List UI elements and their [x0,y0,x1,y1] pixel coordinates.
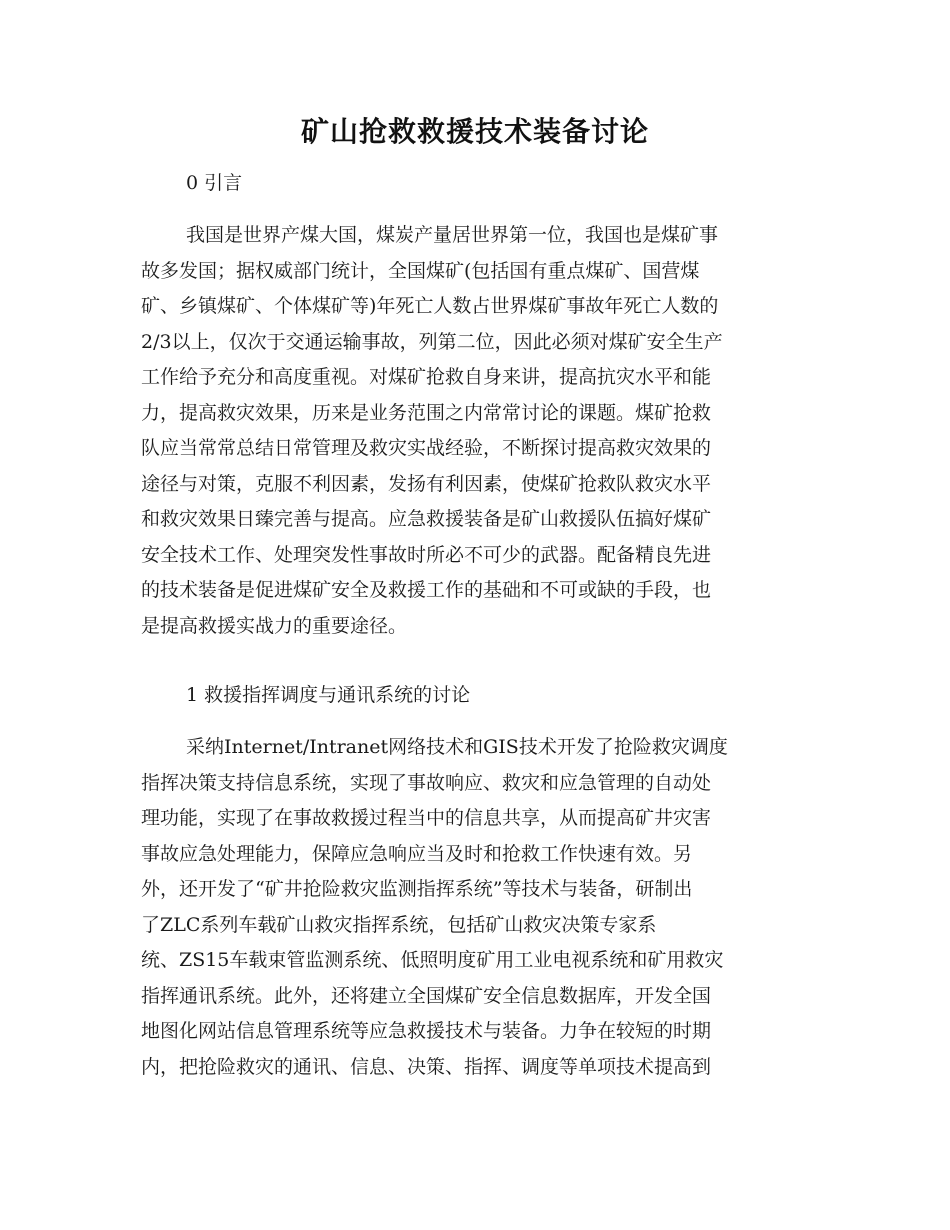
paragraph-line: 了ZLC系列车载矿山救灾指挥系统，包括矿山救灾决策专家系 [141,913,657,936]
paragraph-line: 安全技术工作、处理突发性事故时所必不可少的武器。配备精良先进 [141,543,712,566]
paragraph-introduction [141,218,811,644]
paragraph-line: 队应当常常总结日常管理及救灾实战经验，不断探讨提高救灾效果的 [141,437,712,459]
document-title: 矿山抢救救援技术装备讨论 [300,115,649,148]
paragraph-line: 的技术装备是促进煤矿安全及救援工作的基础和不可或缺的手段，也 [141,579,712,601]
paragraph-line: 理功能，实现了在事故救援过程当中的信息共享，从而提高矿井灾害 [141,807,712,829]
paragraph-line: 和救灾效果日臻完善与提高。应急救援装备是矿山救援队伍搞好煤矿 [141,508,712,530]
paragraph-line: 事故应急处理能力，保障应急响应当及时和抢救工作快速有效。另 [141,842,693,865]
paragraph-dispatch-communication [141,730,811,1085]
paragraph-line: 2/3以上，仅次于交通运输事故，列第二位，因此必须对煤矿安全生产 [141,330,723,353]
paragraph-line: 我国是世界产煤大国，煤炭产量居世界第一位，我国也是煤矿事 [186,224,719,246]
paragraph-line: 是提高救援实战力的重要途径。 [141,614,408,637]
paragraph-line: 采纳Internet/Intranet网络技术和GIS技术开发了抢险救灾调度 [186,736,728,758]
paragraph-line: 地图化网站信息管理系统等应急救援技术与装备。力争在较短的时期 [141,1020,712,1042]
section-heading-introduction: 0 引言 [186,172,243,194]
section-heading-dispatch-communication: 1 救援指挥调度与通讯系统的讨论 [186,684,471,706]
paragraph-line: 工作给予充分和高度重视。对煤矿抢救自身来讲，提高抗灾水平和能 [141,366,712,388]
paragraph-line: 外，还开发了“矿井抢险救灾监测指挥系统”等技术与装备，研制出 [141,878,693,900]
paragraph-line: 内，把抢险救灾的通讯、信息、决策、指挥、调度等单项技术提高到 [141,1055,712,1078]
paragraph-line: 故多发国；据权威部门统计，全国煤矿(包括国有重点煤矿、国营煤 [141,259,700,282]
paragraph-line: 统、ZS15车载束管监测系统、低照明度矿用工业电视系统和矿用救灾 [141,949,724,971]
paragraph-line: 指挥决策支持信息系统，实现了事故响应、救灾和应急管理的自动处 [141,771,712,794]
paragraph-line: 指挥通讯系统。此外，还将建立全国煤矿安全信息数据库，开发全国 [141,984,712,1007]
paragraph-line: 力，提高救灾效果，历来是业务范围之内常常讨论的课题。煤矿抢救 [141,401,712,424]
paragraph-line: 途径与对策，克服不利因素，发扬有利因素，使煤矿抢救队救灾水平 [141,472,712,495]
paragraph-line: 矿、乡镇煤矿、个体煤矿等)年死亡人数占世界煤矿事故年死亡人数的 [141,295,719,317]
